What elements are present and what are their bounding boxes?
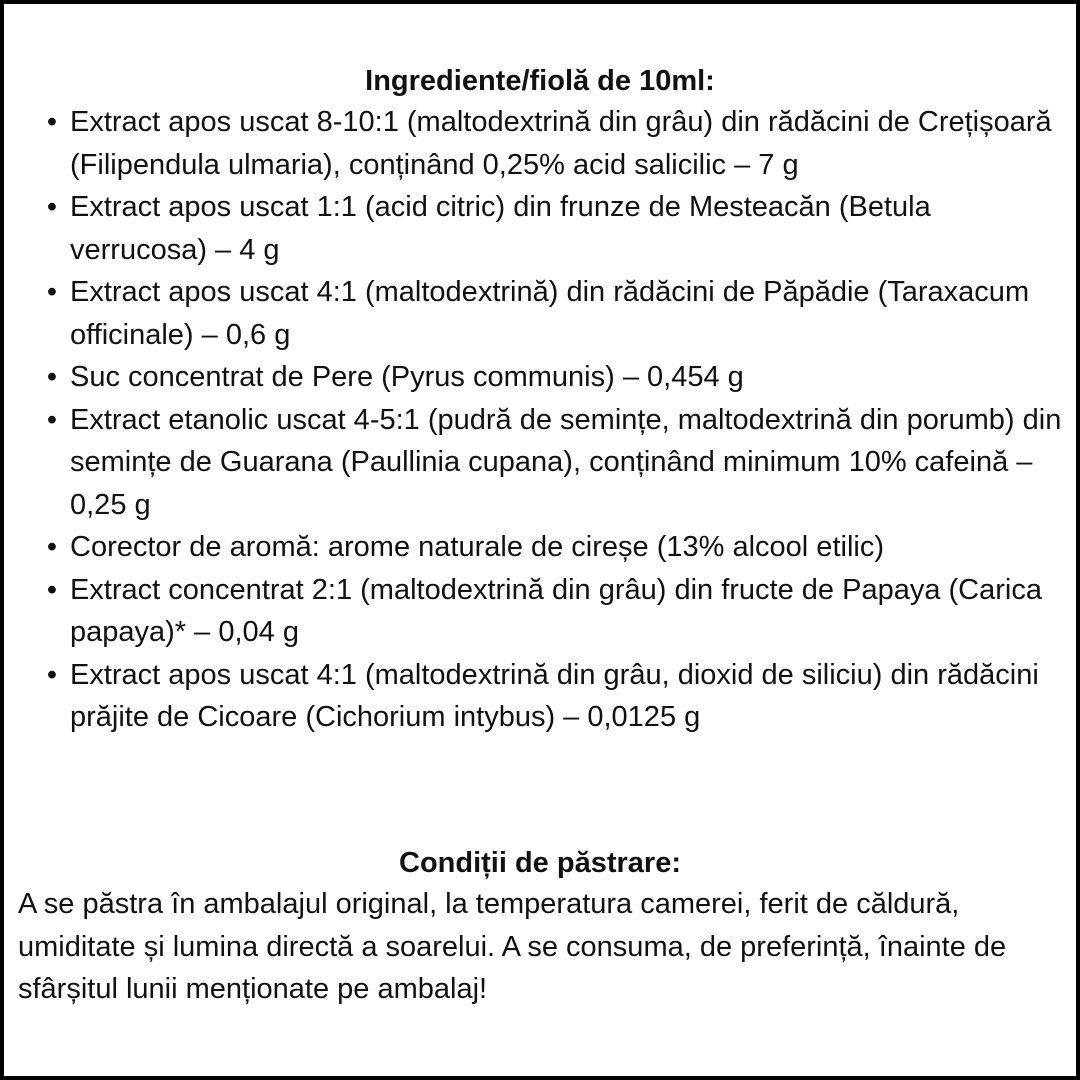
bullet-icon: •	[46, 191, 58, 223]
ingredients-heading: Ingrediente/fiolă de 10ml:	[365, 65, 715, 97]
bullet-icon: •	[46, 403, 58, 436]
ingredient-text: Extract concentrat 2:1 (maltodextrină din grâu) din fructe de Papaya (Carica papaya)* – 0,04 g	[70, 573, 1042, 648]
ingredient-text: Extract apos uscat 8-10:1 (maltodextrină din grâu) din rădăcini de Crețișoară (Filipendula ulmaria), conținând 0,25% acid salicilic – 7 g	[70, 106, 1052, 181]
list-item	[46, 271, 1070, 356]
bullet-icon: •	[46, 531, 58, 563]
ingredient-text: Suc concentrat de Pere (Pyrus communis) – 0,454 g	[70, 361, 744, 393]
storage-heading: Condiții de păstrare:	[399, 847, 681, 879]
storage-text: A se păstra în ambalajul original, la temperatura camerei, ferit de căldură, umiditate și lumina directă a soarelui. A se consuma, de preferință, înainte de sfârșitul lunii menționate pe ambalaj!	[18, 888, 1007, 1005]
ingredient-text: Extract apos uscat 4:1 (maltodextrină din grâu, dioxid de siliciu) din rădăcini prăjite de Cicoare (Cichorium intybus) – 0,0125 g	[70, 658, 1039, 733]
list-item	[46, 186, 1070, 271]
bullet-icon: •	[46, 361, 58, 393]
ingredient-text: Extract apos uscat 4:1 (maltodextrină) din rădăcini de Păpădie (Taraxacum officinale) – 0,6 g	[70, 276, 1030, 351]
ingredient-text: Extract etanolic uscat 4-5:1 (pudră de semințe, maltodextrină din porumb) din semințe de Guarana (Paullinia cupana), conținând minimum 10% cafeină – 0,25 g	[70, 403, 1062, 521]
list-item	[46, 399, 1070, 527]
list-item	[46, 569, 1070, 654]
bullet-icon: •	[46, 106, 58, 138]
ingredient-text: Extract apos uscat 1:1 (acid citric) din frunze de Mesteacăn (Betula verrucosa) – 4 g	[70, 191, 931, 266]
ingredient-text: Corector de aromă: arome naturale de cireșe (13% alcool etilic)	[70, 531, 884, 563]
bullet-icon: •	[46, 276, 58, 308]
bullet-icon: •	[46, 658, 58, 691]
list-item	[46, 356, 1070, 399]
bullet-icon: •	[46, 573, 58, 606]
list-item	[46, 101, 1070, 186]
ingredient-list	[46, 101, 1070, 739]
list-item	[46, 654, 1070, 739]
list-item	[46, 526, 1070, 569]
